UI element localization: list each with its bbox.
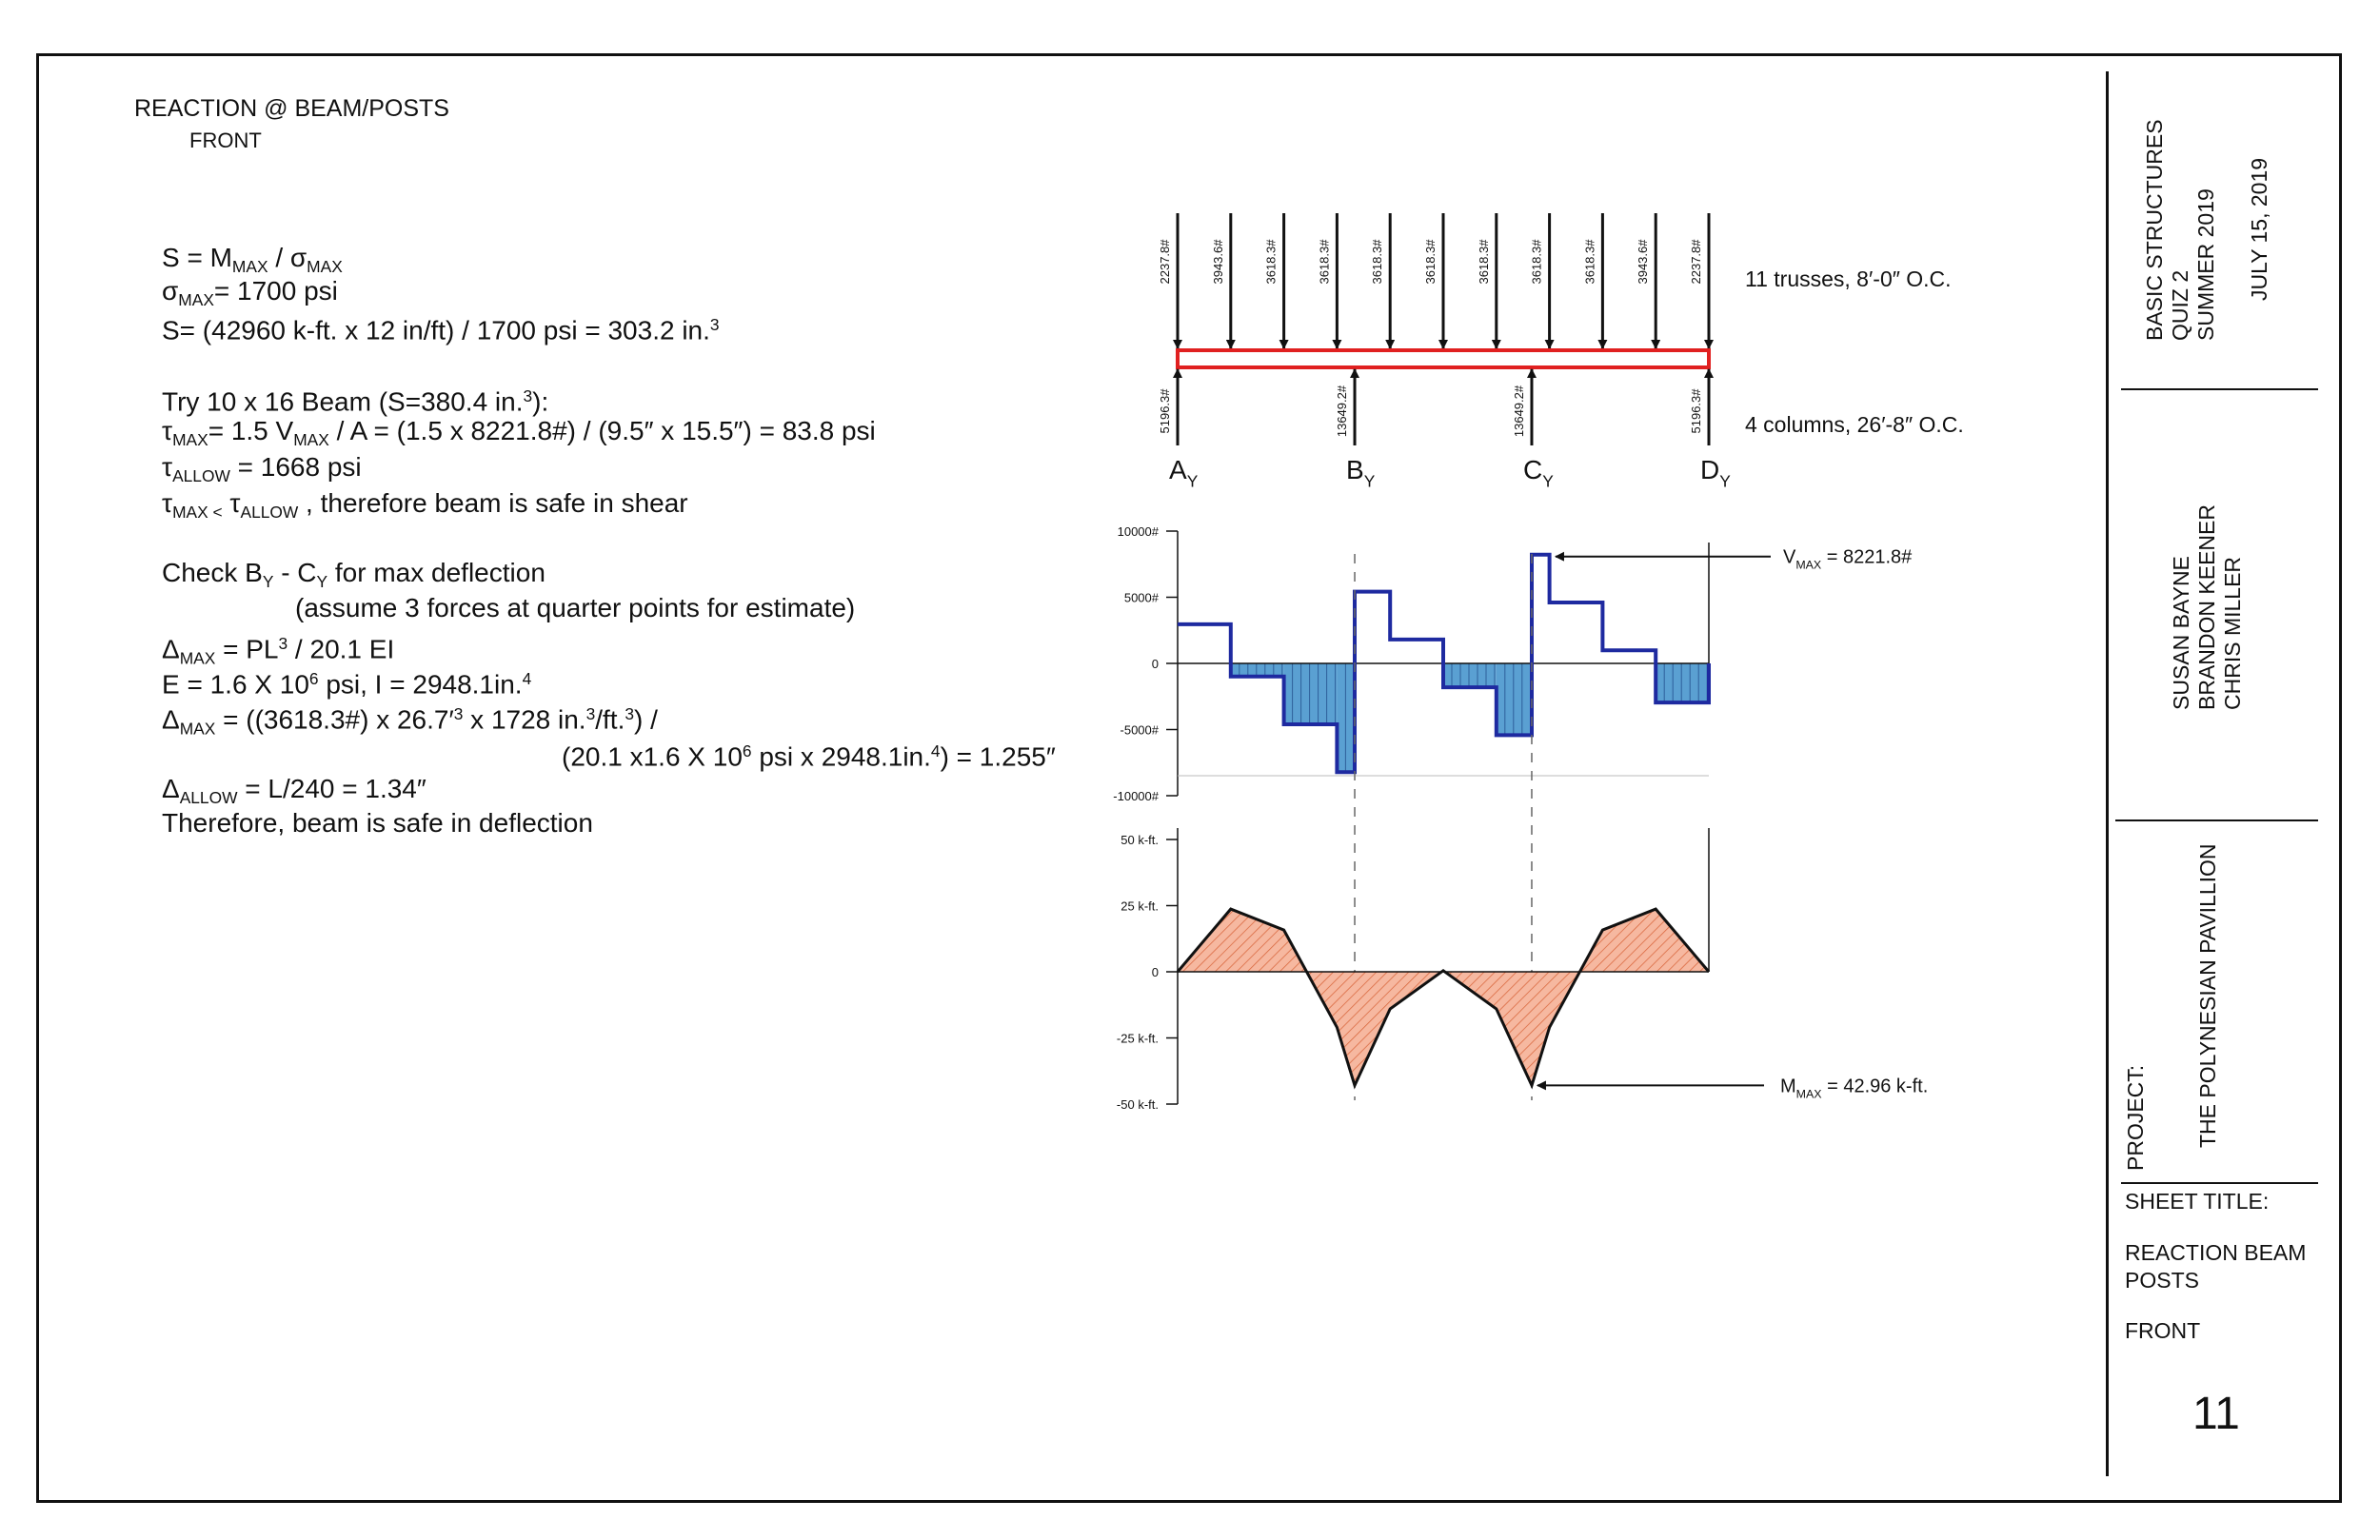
sheet-view: FRONT <box>2125 1318 2201 1343</box>
column-note: 4 columns, 26′-8″ O.C. <box>1745 412 1964 437</box>
mmax-annotation: $M_{MAX} = 42.96$ k-ft. <box>1780 1076 1929 1101</box>
moment-tick-label: 50 k-ft. <box>1121 833 1159 847</box>
reaction-label: $A_Y$ <box>1169 455 1199 491</box>
calc-deflection-check: Check $B_Y - C_Y$ for max deflection <box>162 558 545 592</box>
course-info <box>2142 119 2219 341</box>
moment-fill <box>1178 909 1709 1085</box>
calc-delta-allow: $\Delta_{ALLOW} = L/240 = 1.34''$ <box>162 774 426 808</box>
moment-tick-label: 0 <box>1151 965 1159 979</box>
team-member: CHRIS MILLER <box>2220 556 2245 710</box>
moment-tick-label: 25 k-ft. <box>1121 898 1159 914</box>
truss-load-label: 3618.3# <box>1263 239 1279 285</box>
calc-try-beam: Try 10 x 16 Beam (S=380.4 in.$^3$): <box>162 386 549 417</box>
reaction-label: $B_Y$ <box>1346 455 1376 491</box>
calc-delta-line-1: $\Delta_{MAX}$ = ((3618.3#) x $26.7'^3$ x 1728 in.$^3$/ft.$^3$) / <box>162 704 658 739</box>
shear-tick-label: 5000# <box>1123 590 1159 605</box>
reaction-value-label: 13649.2# <box>1511 385 1526 438</box>
team-members <box>2169 504 2246 710</box>
sheet-title-label: SHEET TITLE: <box>2125 1189 2270 1214</box>
reaction-label: $C_Y$ <box>1522 455 1554 491</box>
load-diagram <box>1158 213 1964 490</box>
drawing-date: JULY 15, 2019 <box>2247 157 2271 301</box>
truss-load-label: 3943.6# <box>1636 239 1651 285</box>
drawing-subtitle: FRONT <box>189 128 262 152</box>
sheet-title-line-1: REACTION BEAM <box>2125 1240 2307 1265</box>
shear-tick-label: -10000# <box>1113 789 1159 803</box>
shear-negative-fill <box>1231 663 1284 677</box>
drawing-title: REACTION @ BEAM/POSTS <box>134 95 449 122</box>
calc-conclusion: Therefore, beam is safe in deflection <box>162 808 593 838</box>
calc-e-i-values: E = 1.6 X $10^6$ psi, I = 2948.1in.$^4$ <box>162 669 532 700</box>
team-member: SUSAN BAYNE <box>2169 556 2193 710</box>
team-member: BRANDON KEENER <box>2194 504 2219 710</box>
course-quiz: QUIZ 2 <box>2168 269 2192 341</box>
project-name: THE POLYNESIAN PAVILLION <box>2195 843 2220 1148</box>
moment-tick-label: -50 k-ft. <box>1116 1097 1159 1112</box>
truss-load-label: 3618.3# <box>1476 239 1491 285</box>
calc-section-modulus-value: S= (42960 k-ft. x 12 in/ft) / 1700 psi = 303.2 in.$^3$ <box>162 315 720 346</box>
moment-tick-label: -25 k-ft. <box>1116 1031 1159 1046</box>
truss-load-label: 2237.8# <box>1689 239 1703 285</box>
truss-load-label: 2237.8# <box>1158 239 1172 285</box>
project-label: PROJECT: <box>2123 1064 2148 1171</box>
shear-tick-label: 0 <box>1151 657 1159 671</box>
shear-negative-fill <box>1284 663 1338 724</box>
calc-shear-check: $\tau_{MAX <}$ $\tau_{ALLOW}$ , therefore beam is safe in shear <box>162 488 688 523</box>
calc-tau-max: $\tau_{MAX}= 1.5$ $V_{MAX} / A = (1.5$ x 8221.8#) / (9.5″ x 15.5″) = 83.8 psi <box>162 416 876 450</box>
course-term: SUMMER 2019 <box>2193 188 2218 341</box>
calc-tau-allow: $\tau_{ALLOW} = 1668$ psi <box>162 452 362 486</box>
reaction-value-label: 13649.2# <box>1335 385 1350 438</box>
sheet-title-line-2: POSTS <box>2125 1268 2199 1293</box>
title-block-rule-1 <box>2121 388 2318 390</box>
truss-note: 11 trusses, 8′-0″ O.C. <box>1745 267 1952 291</box>
shear-negative-fill <box>1656 663 1709 702</box>
truss-load-label: 3618.3# <box>1423 239 1438 285</box>
truss-load-label: 3618.3# <box>1582 239 1597 285</box>
vmax-annotation: $V_{MAX}$ = 8221.8# <box>1783 546 1913 572</box>
truss-load-label: 3618.3# <box>1370 239 1385 285</box>
calc-assumption: (assume 3 forces at quarter points for estimate) <box>295 593 856 622</box>
shear-negative-fill <box>1497 663 1532 735</box>
title-block-divider <box>2106 71 2109 1476</box>
shear-tick-label: 10000# <box>1117 524 1159 539</box>
truss-load-label: 3943.6# <box>1210 239 1225 285</box>
calc-delta-formula: $\Delta_{MAX} = PL^3 / 20.1$ EI <box>162 634 395 668</box>
calc-delta-line-2: (20.1 x1.6 X $10^6$ psi x 2948.1in.$^4$) = 1.255″ <box>562 741 1056 772</box>
calc-section-modulus-formula: $S = M_{MAX} / \sigma_{MAX}$ <box>162 243 343 277</box>
truss-load-label: 3618.3# <box>1317 239 1332 285</box>
calc-sigma-max: $\sigma_{MAX}= 1700$ psi <box>162 276 338 310</box>
shear-negative-fill <box>1443 663 1497 687</box>
reaction-value-label: 5196.3# <box>1689 388 1703 434</box>
truss-load-label: 3618.3# <box>1529 239 1544 285</box>
title-block-rule-3 <box>2121 1182 2318 1184</box>
course-name: BASIC STRUCTURES <box>2142 119 2167 341</box>
reaction-value-label: 5196.3# <box>1158 388 1172 434</box>
moment-diagram <box>1117 828 1928 1112</box>
title-block-rule-2 <box>2115 819 2318 821</box>
sheet-number: 11 <box>2192 1389 2240 1439</box>
shear-tick-label: -5000# <box>1120 722 1159 738</box>
beam <box>1178 350 1709 367</box>
reaction-label: $D_Y$ <box>1700 455 1731 491</box>
